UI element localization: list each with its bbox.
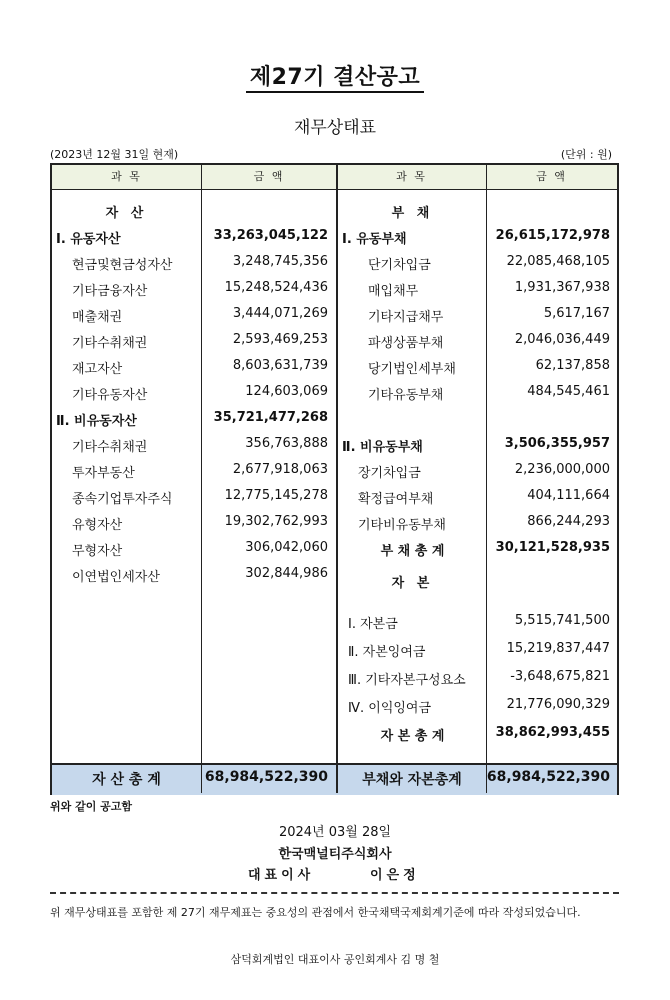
subtotal-value: 30,121,528,935 [495, 540, 610, 555]
column-divider-center [336, 165, 338, 793]
account-value: -3,648,675,821 [510, 669, 610, 684]
account-value: 3,248,745,356 [232, 254, 328, 269]
ceo-name: 이은정 [370, 868, 420, 883]
account-group-label: Ⅰ. 유동자산 [56, 232, 121, 247]
account-label: 당기법인세부채 [368, 362, 456, 377]
total-liab-equity-label: 부채와 자본총계 [362, 772, 462, 788]
account-label: 이연법인세자산 [72, 570, 160, 585]
balance-sheet-table [50, 163, 619, 795]
account-label: Ⅱ. 자본잉여금 [348, 645, 426, 660]
header-account-right: 과 목 [396, 170, 427, 183]
account-value: 5,515,741,500 [514, 613, 610, 628]
account-value: 124,603,069 [245, 384, 328, 399]
account-value: 404,111,664 [527, 488, 610, 503]
header-amount-left: 금 액 [253, 170, 285, 183]
account-value: 356,763,888 [245, 436, 328, 451]
account-value: 2,677,918,063 [232, 462, 328, 477]
account-label: 단기차입금 [368, 258, 431, 273]
audit-note: 위 재무상태표를 포함한 제 27기 재무제표는 중요성의 관점에서 한국채택국제회계기준에 따라 작성되었습니다. [50, 906, 581, 919]
account-label: 투자부동산 [72, 466, 135, 481]
table-header [52, 165, 617, 190]
account-label: 종속기업투자주식 [72, 492, 173, 507]
title-underline [246, 91, 424, 93]
account-label: 매입채무 [368, 284, 419, 299]
account-label: 기타지급채무 [368, 310, 444, 325]
publication-date: 2024년 03월 28일 [278, 825, 392, 840]
account-value: 5,617,167 [543, 306, 610, 321]
date-note: (2023년 12월 31일 현재) [50, 148, 179, 161]
section-heading: 부 채 [391, 206, 434, 221]
page-title: 제27기 결산공고 [249, 65, 421, 90]
auditor-signature: 삼덕회계법인 대표이사 공인회계사 김 명 철 [230, 953, 440, 966]
subtotal-label: 자 본 총 계 [380, 729, 445, 744]
account-value: 15,248,524,436 [224, 280, 328, 295]
account-value: 3,506,355,957 [504, 436, 610, 451]
account-label: 매출채권 [72, 310, 123, 325]
section-heading: 자 산 [105, 206, 148, 221]
total-assets-value: 68,984,522,390 [204, 769, 328, 785]
account-label: 기타유동부채 [368, 388, 444, 403]
account-label: 무형자산 [72, 544, 123, 559]
total-assets-label: 자 산 총 계 [92, 772, 161, 788]
account-label: 기타수취채권 [72, 336, 148, 351]
account-label: 기타유동자산 [72, 388, 148, 403]
dashed-divider [50, 892, 619, 894]
account-group-label: Ⅰ. 유동부채 [342, 232, 407, 247]
account-value: 866,244,293 [527, 514, 610, 529]
account-label: Ⅲ. 기타자본구성요소 [348, 673, 466, 688]
account-value: 8,603,631,739 [232, 358, 328, 373]
page-subtitle: 재무상태표 [293, 118, 377, 138]
subtotal-value: 38,862,993,455 [495, 725, 610, 740]
account-label: 파생상품부채 [368, 336, 444, 351]
header-amount-right: 금 액 [536, 170, 567, 183]
account-value: 35,721,477,268 [213, 410, 328, 425]
account-label: 기타금융자산 [72, 284, 148, 299]
account-value: 62,137,858 [535, 358, 610, 373]
unit-note: (단위 : 원) [560, 148, 612, 161]
account-value: 2,046,036,449 [514, 332, 610, 347]
account-value: 26,615,172,978 [495, 228, 610, 243]
account-label: 유형자산 [72, 518, 123, 533]
account-value: 15,219,837,447 [506, 641, 610, 656]
account-label: 기타비유동부채 [358, 518, 446, 533]
account-label: 기타수취채권 [72, 440, 148, 455]
account-value: 302,844,986 [245, 566, 328, 581]
account-value: 2,236,000,000 [514, 462, 610, 477]
account-value: 22,085,468,105 [506, 254, 610, 269]
account-label: 장기차입금 [358, 466, 421, 481]
account-value: 19,302,762,993 [224, 514, 328, 529]
account-value: 1,931,367,938 [514, 280, 610, 295]
account-value: 484,545,461 [527, 384, 610, 399]
account-value: 3,444,071,269 [232, 306, 328, 321]
account-group-label: Ⅱ. 비유동자산 [56, 414, 137, 429]
account-value: 2,593,469,253 [232, 332, 328, 347]
total-liab-equity-value: 68,984,522,390 [486, 769, 610, 785]
subtotal-label: 부 채 총 계 [380, 544, 445, 559]
notice-text: 위와 같이 공고함 [50, 800, 133, 813]
header-account-left: 과 목 [111, 170, 142, 183]
account-label: Ⅰ. 자본금 [348, 617, 398, 632]
section-heading: 자 본 [391, 576, 434, 591]
account-group-label: Ⅱ. 비유동부채 [342, 440, 423, 455]
company-name: 한국맥널티주식회사 [278, 847, 392, 862]
account-value: 33,263,045,122 [213, 228, 328, 243]
account-value: 12,775,145,278 [224, 488, 328, 503]
account-label: Ⅳ. 이익잉여금 [348, 701, 432, 716]
account-label: 현금및현금성자산 [72, 258, 173, 273]
account-label: 재고자산 [72, 362, 123, 377]
account-value: 21,776,090,329 [506, 697, 610, 712]
account-label: 확정급여부채 [358, 492, 434, 507]
ceo-title: 대표이사 [248, 868, 315, 883]
account-value: 306,042,060 [245, 540, 328, 555]
